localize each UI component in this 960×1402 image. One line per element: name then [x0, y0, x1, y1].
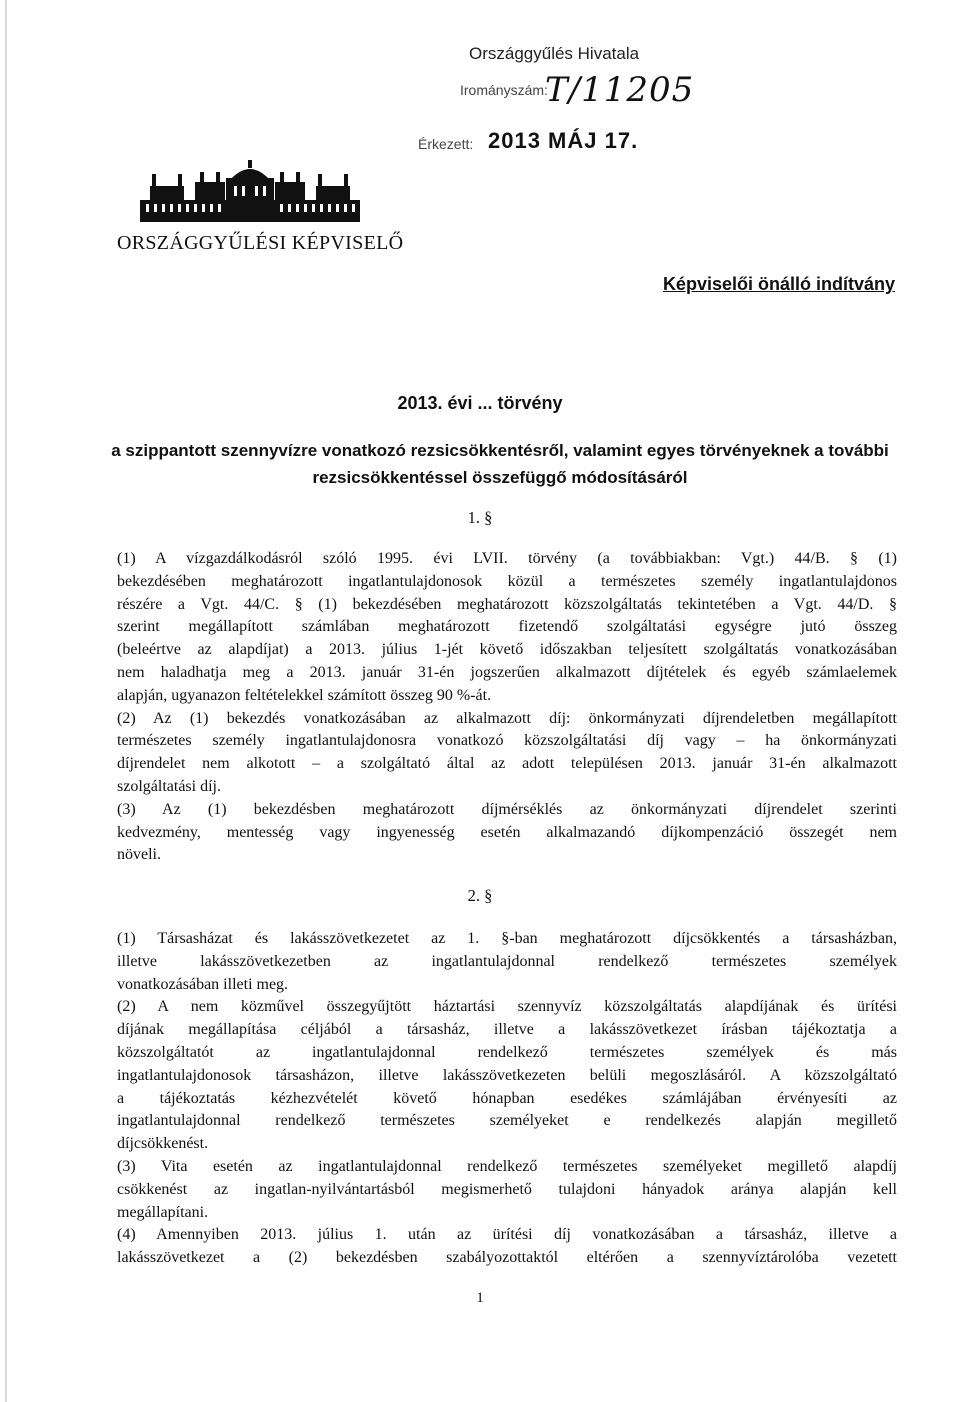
- section-1-line: díjrendelet nem alkotott – a szolgáltató által az adott településen 2013. január 31-én alkalmazott: [117, 755, 897, 773]
- section-1-line: szerint megállapított számlában meghatározott fizetendő szolgáltatási egységre jutó összeg: [117, 618, 897, 636]
- stamp-received-date: 2013 MÁJ 17.: [488, 128, 639, 153]
- section-1-line: szolgáltatási díj.: [117, 777, 221, 795]
- section-1-line: természetes személy ingatlantulajdonosra vonatkozó közszolgáltatási díj vagy – ha önkormányzati: [117, 732, 897, 750]
- section-2-line: illetve lakásszövetkezetben az ingatlantulajdonnal rendelkező természetes személyek: [117, 952, 897, 970]
- section-2-line: a tájékoztatás kézhezvételét követő hónapban esedékes számlájában érvényesíti az: [117, 1089, 897, 1107]
- section-1-line: (1) A vízgazdálkodásról szóló 1995. évi LVII. törvény (a továbbiakban: Vgt.) 44/B. § (1): [117, 550, 897, 567]
- scan-edge-shadow: [5, 0, 7, 1402]
- section-2-line: közszolgáltatót az ingatlantulajdonnal rendelkező természetes személyek és más: [117, 1043, 897, 1061]
- section-2-line: (3) Vita esetén az ingatlantulajdonnal rendelkező természetes személyeket megillető alapdíj: [117, 1157, 897, 1175]
- section-1-body: [117, 548, 897, 867]
- section-2-line: vonatkozásában illeti meg.: [117, 975, 289, 993]
- section-1-line: bekezdésében meghatározott ingatlantulajdonosok közül a természetes személy ingatlantulajdonos: [117, 572, 897, 590]
- section-2-body: [117, 928, 897, 1270]
- section-2-line: megállapítani.: [117, 1203, 209, 1221]
- stamp-registry-label: Irományszám:: [460, 82, 548, 98]
- section-1-line: (beleértve az alapdíjat) a 2013. július 1-jét követő időszakban teljesített szolgáltatás vonatkozásában: [117, 641, 897, 659]
- office-title: ORSZÁGGYŰLÉSI KÉPVISELŐ: [117, 232, 404, 254]
- section-1-line: nem haladhatja meg a 2013. január 31-én jogszerűen alkalmazott díjtételek és egyéb számlaelemek: [117, 663, 897, 681]
- section-2-line: (1) Társasházat és lakásszövetkezetet az 1. §-ban meghatározott díjcsökkentés a társasházban,: [117, 930, 897, 947]
- stamp-registry-number: T/11205: [545, 70, 695, 110]
- section-2-line: díjának megállapítása céljából a társasház, illetve a lakásszövetkezet írásban tájékoztatja a: [117, 1021, 897, 1039]
- document-type: Képviselői önálló indítvány: [662, 274, 895, 294]
- section-2-line: (4) Amennyiben 2013. július 1. után az ürítési díj vonatkozásában a társasház, illetve a: [117, 1226, 897, 1244]
- section-2-line: csökkenést az ingatlan-nyilvántartásból megismerhető tulajdoni hányadok aránya alapján kell: [117, 1180, 897, 1198]
- section-2-line: ingatlantulajdonosok társasházon, illetve lakásszövetkezeten belüli megoszlásáról. A közszolgáltató: [117, 1066, 897, 1084]
- law-title: 2013. évi ... törvény: [397, 393, 563, 413]
- stamp-office: Országgyűlés Hivatala: [469, 44, 640, 63]
- section-2-line: ingatlantulajdonnal rendelkező természetes személyeket e rendelkezés alapján megillető: [117, 1112, 897, 1130]
- section-1-line: kedvezmény, mentesség vagy ingyenesség esetén alkalmazandó díjkompenzáció összegét nem: [117, 823, 897, 841]
- section-2-line: lakásszövetkezet a (2) bekezdésben szabályozottaktól eltérően a szennyvíztárolóba vezetett: [117, 1249, 897, 1267]
- section-1-heading: 1. §: [467, 508, 493, 527]
- law-subtitle: a szippantott szennyvízre vonatkozó rezsicsökkentésről, valamint egyes törvényeknek a további rezsicsökkentéssel összefüggő módosításáról: [111, 441, 889, 487]
- section-2-heading: 2. §: [467, 886, 493, 905]
- section-1-line: (3) Az (1) bekezdésben meghatározott díjmérséklés az önkormányzati díjrendelet szerinti: [117, 800, 897, 818]
- page-number: 1: [476, 1290, 484, 1306]
- parliament-logo: [140, 160, 360, 222]
- stamp-received-label: Érkezett:: [418, 136, 474, 152]
- section-2-line: (2) A nem közművel összegyűjtött háztartási szennyvíz közszolgáltatás alapdíjának és ürítési: [117, 998, 897, 1016]
- section-1-line: alapján, ugyanazon feltételekkel számított összeg 90 %-át.: [117, 686, 492, 704]
- section-1-line: részére a Vgt. 44/C. § (1) bekezdésében meghatározott közszolgáltatás tekintetében a Vgt. 44/D. §: [117, 595, 897, 613]
- section-2-line: díjcsökkenést.: [117, 1135, 209, 1153]
- section-1-line: (2) Az (1) bekezdés vonatkozásában az alkalmazott díj: önkormányzati díjrendeletben megállapított: [117, 709, 897, 727]
- section-1-line: növeli.: [117, 846, 161, 864]
